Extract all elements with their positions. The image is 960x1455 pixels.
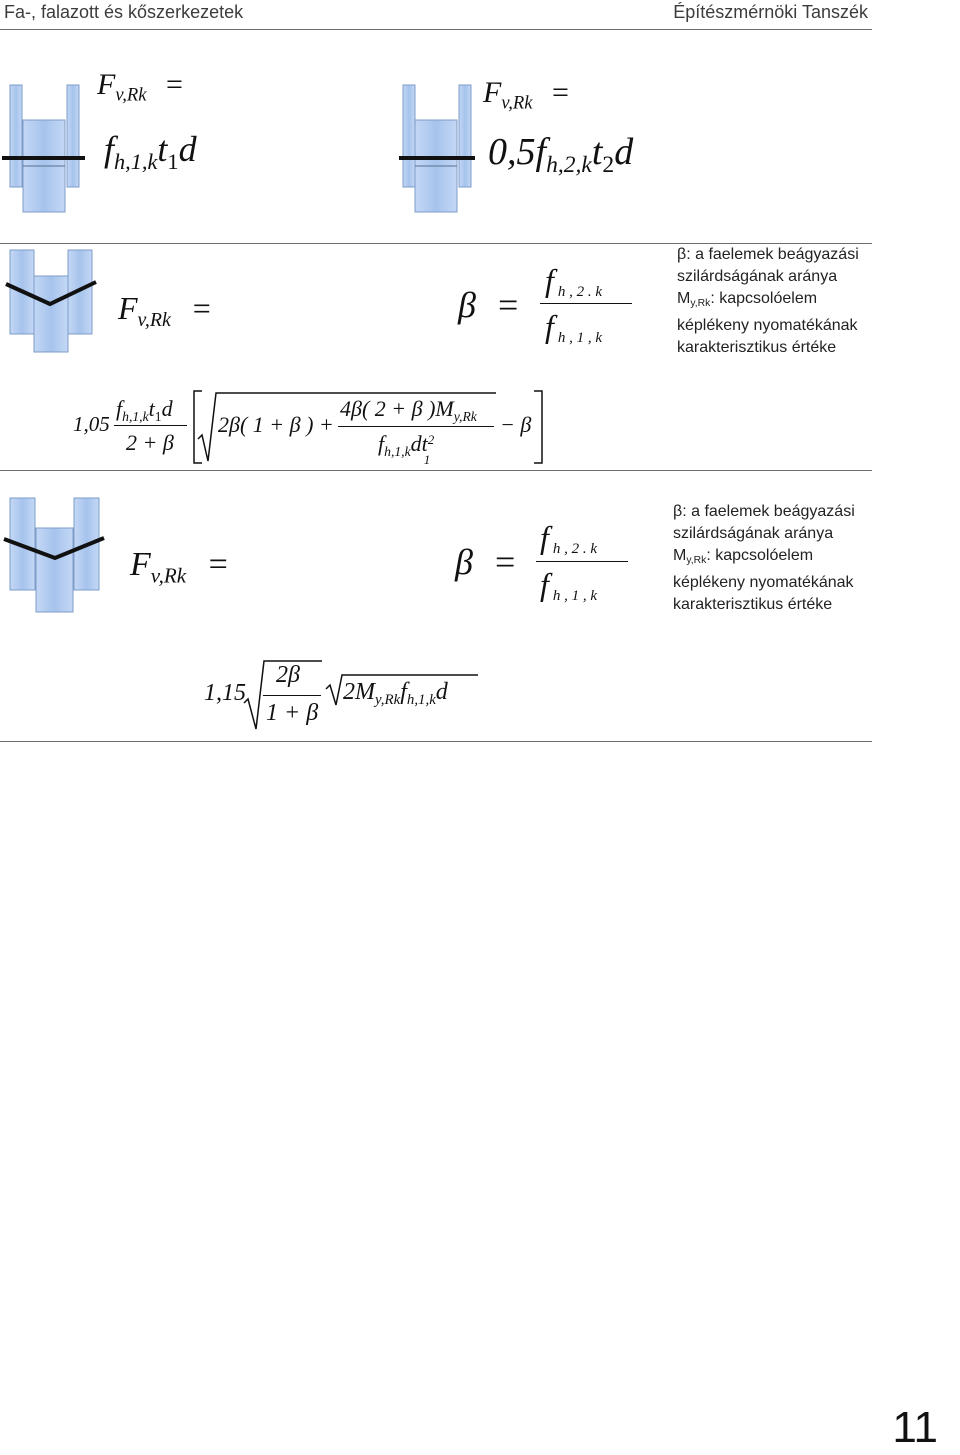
header-rule — [0, 29, 872, 30]
formula-2-inner-denominator: $f_{h,1,k}dt$ 2 1 — [378, 431, 435, 467]
bent-fastener-diagram-2 — [0, 494, 110, 618]
single-shear-diagram-1 — [0, 80, 90, 220]
formula-3-lhs: $F_{v,Rk}$ = — [130, 546, 228, 588]
formula-2-coefficient: 1,05 — [73, 412, 110, 436]
page-number: 11 — [892, 1403, 938, 1452]
formula-2-frac-bar — [114, 425, 187, 426]
formula-2-sqrt-left: 2β( 1 + β ) + — [218, 412, 334, 437]
formula-3-frac-numerator: 2β — [276, 662, 300, 688]
formula-3-frac-bar — [263, 695, 321, 696]
formula-3-frac-denominator: 1 + β — [266, 700, 319, 726]
formula-1a-lhs: $F_{v,Rk}$ = — [97, 68, 183, 106]
formula-3-coefficient: 1,15 — [204, 680, 246, 706]
beta-symbol: β = — [458, 285, 519, 325]
header-course-title: Fa-, falazott és kőszerkezetek — [4, 2, 244, 22]
section-rule-2 — [0, 470, 872, 471]
note-block-2: β: a faelemek beágyazási szilárdságának aránya $M_{y,Rk}$: kapcsolóelem képlékeny nyomatékának karakterisztikus értéke — [673, 503, 855, 614]
header-department: Építészmérnöki Tanszék — [673, 2, 868, 22]
beta2-fraction-denominator: f $_{h , 1 , k}$ — [540, 566, 598, 605]
formula-3-sqrt2-content: $2M_{y,Rk}f_{h,1,k}d$ — [343, 679, 448, 709]
formula-2-minus-beta: − β — [500, 412, 532, 437]
formula-2-lhs: $F_{v,Rk}$ = — [118, 290, 211, 331]
note-block-1: β: a faelemek beágyazási szilárdságának aránya $M_{y,Rk}$: kapcsolóelem képlékeny nyomatékának karakterisztikus értéke — [677, 246, 859, 357]
single-shear-diagram-2 — [395, 80, 485, 220]
section-rule-3 — [0, 741, 872, 742]
beta-symbol-2: β = — [455, 542, 516, 582]
beta-fraction-bar — [540, 303, 632, 304]
formula-2-frac-denominator: 2 + β — [126, 430, 174, 455]
formula-2-inner-numerator: 4β( 2 + β )$M_{y,Rk}$ — [340, 396, 477, 424]
formula-1b-lhs: $F_{v,Rk}$ = — [483, 76, 569, 114]
formula-1b-rhs: $0,5f_{h,2,k}t_2d$ — [488, 131, 634, 179]
beta-fraction-numerator: f $_{h , 2 . k}$ — [545, 262, 603, 301]
formula-1a-rhs: $f_{h,1,k}t_1d$ — [104, 129, 197, 174]
formula-2-inner-bar — [338, 426, 494, 427]
bent-fastener-diagram-1 — [0, 246, 100, 356]
formula-2-frac-numerator: $f_{h,1,k}t_1d$ — [116, 396, 173, 424]
beta2-fraction-numerator: f $_{h , 2 . k}$ — [540, 519, 598, 558]
beta-fraction-denominator: f $_{h , 1 , k}$ — [545, 308, 603, 347]
beta2-fraction-bar — [536, 561, 628, 562]
